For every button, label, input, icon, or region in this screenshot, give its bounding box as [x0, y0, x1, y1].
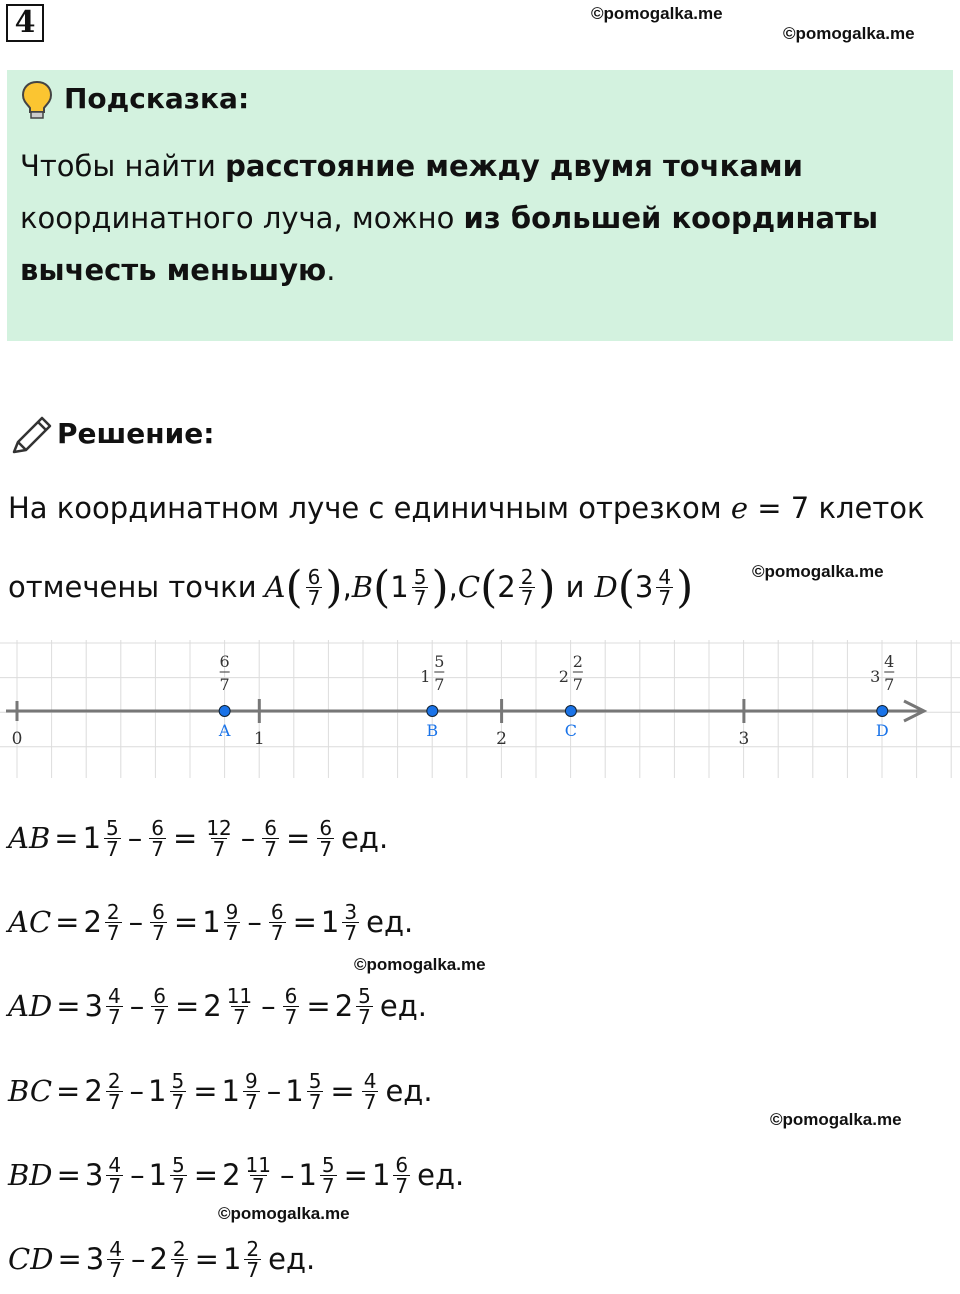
paren-open: ( — [480, 561, 498, 613]
point-label-C: C — [564, 721, 578, 740]
fraction-denominator: 7 — [319, 836, 333, 861]
equals-sign: = — [56, 1158, 81, 1192]
fraction — [171, 1236, 188, 1282]
equation-row — [8, 803, 388, 873]
fraction-numerator: 4 — [363, 1068, 377, 1093]
fraction — [106, 1152, 123, 1198]
fraction — [306, 564, 323, 610]
equals-sign: = — [57, 1242, 82, 1276]
whole-part: 3 — [84, 989, 103, 1023]
point-den-C: 7 — [572, 675, 583, 694]
fraction-denominator: 7 — [307, 585, 321, 610]
operator: = — [193, 1074, 218, 1108]
equation-lhs: AB — [8, 821, 51, 855]
fraction-numerator: 6 — [270, 899, 284, 924]
fraction-denominator: 7 — [658, 585, 672, 610]
fraction — [149, 815, 166, 861]
fraction-numerator: 4 — [658, 564, 672, 589]
operator: – — [128, 905, 144, 939]
fraction-denominator: 7 — [212, 836, 226, 861]
point-B — [427, 706, 438, 717]
operator: – — [129, 1074, 145, 1108]
fraction — [105, 899, 122, 945]
fraction — [150, 899, 167, 945]
point-num-C: 2 — [572, 652, 583, 671]
whole-part: 1 — [221, 1074, 240, 1108]
operator: – — [129, 989, 145, 1023]
fraction-numerator: 6 — [151, 815, 164, 840]
and-word: и — [565, 570, 585, 604]
whole-part: 1 — [222, 1242, 242, 1276]
fraction — [269, 899, 286, 945]
comma: , — [342, 570, 352, 604]
hint-title: Подсказка: — [64, 82, 250, 115]
operator: = — [330, 1074, 355, 1108]
fraction-denominator: 7 — [413, 585, 427, 610]
paren-close: ) — [676, 561, 694, 613]
operator: = — [306, 989, 331, 1023]
fraction-numerator: 6 — [307, 564, 321, 589]
unit-word: ед. — [366, 905, 414, 939]
fraction — [243, 1068, 260, 1114]
whole-part: 1 — [148, 1074, 167, 1108]
unit-word: ед. — [385, 1074, 433, 1108]
equals-sign: = — [56, 989, 81, 1023]
fraction — [656, 564, 673, 610]
fraction-numerator: 4 — [107, 983, 121, 1008]
tick-label-2: 2 — [496, 729, 508, 749]
fraction-denominator: 7 — [245, 1089, 258, 1114]
whole-part: 1 — [390, 570, 409, 604]
fraction-numerator: 4 — [109, 1236, 122, 1261]
whole-part: 3 — [634, 570, 654, 604]
fraction-denominator: 7 — [233, 1004, 246, 1029]
whole-part: 2 — [84, 1074, 103, 1108]
fraction — [151, 983, 168, 1029]
point-label-A: A — [218, 721, 231, 740]
fraction-numerator: 6 — [264, 815, 277, 840]
equals-sign: = — [56, 1074, 81, 1108]
watermark: ©pomogalka.me — [783, 24, 915, 43]
fraction-numerator: 12 — [206, 815, 232, 840]
fraction-denominator: 7 — [108, 1173, 122, 1198]
fraction-denominator: 7 — [172, 1173, 185, 1198]
point-name: D — [594, 570, 618, 604]
fraction-denominator: 7 — [153, 1004, 166, 1029]
fraction-denominator: 7 — [106, 836, 119, 861]
unit-word: ед. — [417, 1158, 465, 1192]
point-D — [877, 706, 888, 717]
fraction-numerator: 3 — [344, 899, 358, 924]
equation-lhs: BD — [8, 1158, 53, 1192]
fraction-numerator: 6 — [395, 1152, 409, 1177]
fraction-numerator: 5 — [308, 1068, 322, 1093]
fraction-denominator: 7 — [395, 1173, 409, 1198]
equation-row — [8, 971, 427, 1041]
point-den-A: 7 — [219, 675, 230, 694]
point-A — [219, 706, 230, 717]
point-label-B: B — [426, 721, 439, 740]
solution-intro-line2: отмечены точки A ( $\frac{6}{7}$ ) , B ( 1 $\frac{5}{7}$ ) , C ( 2 $\frac{2}{7}$ ) и D ( 3 $\frac{4}{7}$ ) — [8, 561, 694, 613]
fraction — [262, 815, 279, 861]
fraction — [283, 983, 300, 1029]
fraction — [519, 564, 536, 610]
operator: – — [261, 989, 276, 1023]
operator: = — [173, 821, 198, 855]
operator: – — [279, 1158, 295, 1192]
hint-text: Чтобы найти расстояние между двумя точками координатного луча, можно из большей координаты вычесть меньшую. — [20, 149, 879, 287]
operator: = — [194, 1242, 219, 1276]
fraction — [412, 564, 429, 610]
point-den-D: 7 — [884, 675, 895, 694]
equation-row — [8, 1140, 464, 1210]
fraction-numerator: 5 — [358, 983, 371, 1008]
fraction — [106, 1068, 123, 1114]
fraction-denominator: 7 — [251, 1173, 265, 1198]
fraction-numerator: 5 — [172, 1152, 185, 1177]
equals-sign: = — [55, 905, 80, 939]
fraction-numerator: 9 — [245, 1068, 258, 1093]
equation-row — [8, 887, 413, 957]
lightbulb-icon — [20, 80, 54, 120]
fraction-denominator: 7 — [246, 1257, 260, 1282]
operator: = — [174, 989, 200, 1023]
point-num-D: 4 — [884, 652, 895, 671]
paren-open: ( — [373, 561, 391, 613]
fraction-denominator: 7 — [363, 1089, 377, 1114]
fraction-denominator: 7 — [109, 1257, 122, 1282]
fraction-numerator: 5 — [106, 815, 119, 840]
whole-part: 2 — [334, 989, 354, 1023]
watermark: ©pomogalka.me — [770, 1110, 902, 1129]
fraction-numerator: 2 — [172, 1236, 186, 1261]
solution-intro-line1: На координатном луче с единичным отрезком e = 7 клеток — [8, 491, 925, 525]
fraction-denominator: 7 — [106, 920, 120, 945]
fraction — [244, 1152, 273, 1198]
fraction — [170, 1068, 187, 1114]
fraction-denominator: 7 — [107, 1004, 121, 1029]
fraction-denominator: 7 — [171, 1089, 185, 1114]
operator: – — [130, 1158, 145, 1192]
fraction-numerator: 11 — [226, 983, 253, 1008]
fraction-numerator: 9 — [225, 899, 239, 924]
watermark: ©pomogalka.me — [591, 4, 723, 23]
fraction-denominator: 7 — [308, 1089, 322, 1114]
equation-row — [8, 1056, 433, 1126]
point-den-B: 7 — [434, 675, 445, 694]
fraction — [104, 815, 121, 861]
unit-word: ед. — [268, 1242, 316, 1276]
point-C — [565, 706, 576, 717]
paren-close: ) — [538, 561, 556, 613]
fraction-numerator: 6 — [319, 815, 333, 840]
fraction — [224, 899, 241, 945]
fraction-numerator: 2 — [107, 1068, 121, 1093]
tick-label-1: 1 — [253, 729, 265, 749]
fraction-denominator: 7 — [284, 1004, 298, 1029]
fraction-numerator: 5 — [321, 1152, 335, 1177]
fraction-numerator: 2 — [106, 899, 120, 924]
fraction-denominator: 7 — [344, 920, 358, 945]
point-label-D: D — [875, 721, 889, 740]
fraction-denominator: 7 — [152, 920, 165, 945]
operator: = — [173, 905, 199, 939]
operator: = — [193, 1158, 219, 1192]
operator: – — [266, 1074, 282, 1108]
fraction-denominator: 7 — [520, 585, 534, 610]
whole-part: 2 — [83, 905, 102, 939]
task-number: 4 — [6, 4, 44, 42]
whole-part: 1 — [82, 821, 102, 855]
fraction-denominator: 7 — [107, 1089, 121, 1114]
fraction-numerator: 6 — [152, 899, 165, 924]
whole-part: 1 — [285, 1074, 304, 1108]
fraction — [342, 899, 359, 945]
operator: = — [343, 1158, 368, 1192]
whole-part: 2 — [203, 989, 222, 1023]
operator: – — [247, 905, 262, 939]
point-name: A — [264, 570, 286, 604]
equation-lhs: AD — [8, 989, 53, 1023]
equation-lhs: CD — [8, 1242, 54, 1276]
fraction-denominator: 7 — [225, 920, 239, 945]
whole-part: 1 — [320, 905, 340, 939]
fraction-numerator: 5 — [171, 1068, 185, 1093]
unit-word: ед. — [341, 821, 389, 855]
fraction-numerator: 2 — [246, 1236, 260, 1261]
whole-part: 2 — [222, 1158, 241, 1192]
fraction-denominator: 7 — [151, 836, 164, 861]
fraction-denominator: 7 — [321, 1173, 335, 1198]
fraction-numerator: 6 — [284, 983, 298, 1008]
operator: – — [240, 821, 256, 855]
watermark: ©pomogalka.me — [752, 562, 884, 581]
point-whole-D: 3 — [870, 667, 881, 686]
equals-sign: = — [54, 821, 79, 855]
unit-word: ед. — [379, 989, 428, 1023]
fraction — [320, 1152, 337, 1198]
whole-part: 3 — [85, 1242, 105, 1276]
watermark: ©pomogalka.me — [218, 1204, 350, 1223]
point-num-B: 5 — [434, 652, 445, 671]
fraction — [170, 1152, 187, 1198]
fraction-denominator: 7 — [270, 920, 284, 945]
fraction-denominator: 7 — [172, 1257, 186, 1282]
paren-close: ) — [325, 561, 343, 613]
watermark: ©pomogalka.me — [354, 955, 486, 974]
paren-close: ) — [431, 561, 449, 613]
whole-part: 1 — [202, 905, 221, 939]
paren-open: ( — [617, 561, 635, 613]
fraction — [106, 983, 123, 1029]
point-whole-C: 2 — [558, 667, 569, 686]
fraction — [204, 815, 233, 861]
pencil-icon — [10, 416, 54, 456]
whole-part: 3 — [84, 1158, 104, 1192]
fraction — [393, 1152, 410, 1198]
comma: , — [448, 570, 458, 604]
fraction-numerator: 4 — [108, 1152, 122, 1177]
fraction-numerator: 11 — [245, 1152, 271, 1177]
number-line — [0, 640, 960, 780]
equation-row — [8, 1224, 315, 1294]
operator: – — [130, 1242, 146, 1276]
whole-part: 1 — [298, 1158, 317, 1192]
fraction — [317, 815, 334, 861]
operator: = — [292, 905, 317, 939]
fraction-numerator: 2 — [520, 564, 534, 589]
whole-part: 1 — [371, 1158, 391, 1192]
fraction — [107, 1236, 124, 1282]
operator: – — [127, 821, 143, 855]
whole-part: 1 — [148, 1158, 168, 1192]
equation-lhs: BC — [8, 1074, 53, 1108]
fraction — [362, 1068, 379, 1114]
tick-label-0: 0 — [11, 729, 23, 749]
point-whole-B: 1 — [420, 667, 431, 686]
fraction-denominator: 7 — [358, 1004, 371, 1029]
tick-label-3: 3 — [738, 729, 750, 749]
fraction-denominator: 7 — [264, 836, 277, 861]
point-name: B — [351, 570, 374, 604]
fraction — [307, 1068, 324, 1114]
whole-part: 2 — [497, 570, 516, 604]
fraction — [225, 983, 254, 1029]
paren-open: ( — [285, 561, 303, 613]
fraction — [244, 1236, 261, 1282]
fraction-numerator: 5 — [413, 564, 427, 589]
solution-title: Решение: — [57, 417, 215, 450]
whole-part: 2 — [149, 1242, 168, 1276]
operator: = — [286, 821, 311, 855]
fraction — [356, 983, 373, 1029]
fraction-numerator: 6 — [153, 983, 166, 1008]
point-name: C — [457, 570, 481, 604]
equation-lhs: AC — [8, 905, 52, 939]
point-num-A: 6 — [219, 652, 230, 671]
